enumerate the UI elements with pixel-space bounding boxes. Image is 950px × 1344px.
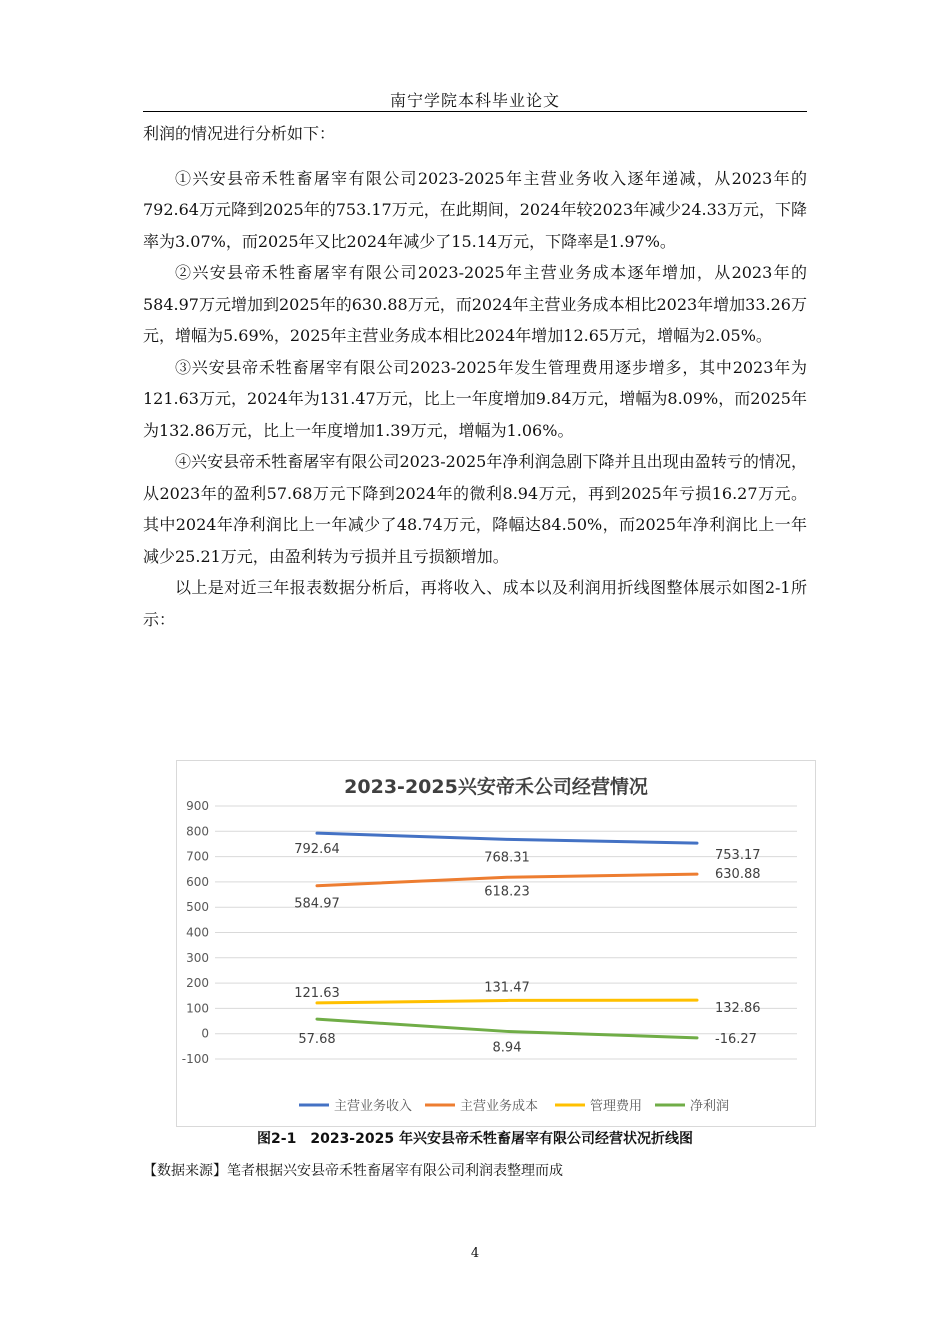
data-label: 57.68 [298, 1032, 336, 1048]
y-axis-ticks [182, 799, 209, 1066]
figure-source: 【数据来源】笔者根据兴安县帝禾牲畜屠宰有限公司利润表整理而成 [143, 1163, 563, 1179]
paragraph-net-profit: ④兴安县帝禾牲畜屠宰有限公司2023-2025年净利润急剧下降并且出现由盈转亏的情况，从2023年的盈利57.68万元下降到2024年的微利8.94万元，再到2025年亏损16.27万元。其中2024年净利润比上一年减少了48.74万元，降幅达84.50%，而2025年净利润比上一年减少25.21万元，由盈利转为亏损并且亏损额增加。 [143, 452, 807, 566]
data-label: 121.63 [294, 985, 340, 1001]
legend [299, 1098, 729, 1114]
y-tick-label: 500 [186, 900, 209, 915]
y-tick-label: 100 [186, 1001, 209, 1016]
y-tick-label: 200 [186, 976, 209, 991]
y-tick-label: 0 [201, 1026, 209, 1041]
paragraph-summary: 以上是对近三年报表数据分析后，再将收入、成本以及利润用折线图整体展示如图2-1所示： [143, 578, 807, 629]
legend-label: 主营业务收入 [334, 1099, 413, 1114]
data-label: -16.27 [715, 1031, 757, 1047]
y-tick-label: 600 [186, 874, 209, 889]
series-line [317, 1000, 697, 1003]
y-tick-label: 400 [186, 925, 209, 940]
line-chart-svg [177, 761, 815, 1126]
legend-label: 净利润 [690, 1099, 730, 1114]
legend-label: 管理费用 [590, 1099, 643, 1114]
data-label: 630.88 [715, 867, 761, 883]
data-label: 618.23 [484, 884, 530, 900]
y-tick-label: 300 [186, 950, 209, 965]
header-rule [143, 111, 807, 112]
paragraph-intro: 利润的情况进行分析如下： [143, 124, 336, 143]
paragraph-revenue: ①兴安县帝禾牲畜屠宰有限公司2023-2025年主营业务收入逐年递减，从2023年的792.64万元降到2025年的753.17万元，在此期间，2024年较2023年减少24.33万元，下降率为3.07%，而2025年又比2024年减少了15.14万元，下降率是1.97%。 [143, 168, 807, 251]
y-tick-label: -100 [181, 1052, 209, 1066]
series-line [317, 1019, 697, 1038]
data-label: 792.64 [294, 842, 340, 858]
page-header-title: 南宁学院本科毕业论文 [389, 91, 560, 110]
paragraph-cost: ②兴安县帝禾牲畜屠宰有限公司2023-2025年主营业务成本逐年增加，从2023年的584.97万元增加到2025年的630.88万元，而2024年主营业务成本相比2023年增加33.26万元，增幅为5.69%，2025年主营业务成本相比2024年增加12.65万元，增幅为2.05%。 [143, 263, 807, 345]
paragraph-admin-expense: ③兴安县帝禾牲畜屠宰有限公司2023-2025年发生管理费用逐步增多，其中2023年为121.63万元，2024年为131.47万元，比上一年度增加9.84万元，增幅为8.09%，而2025年为132.86万元，比上一年度增加1.39万元，增幅为1.06%。 [143, 357, 807, 440]
page-number: 4 [470, 1246, 480, 1261]
data-label: 132.86 [715, 1001, 761, 1017]
data-label: 584.97 [294, 896, 340, 912]
legend-label: 主营业务成本 [460, 1099, 539, 1114]
data-label: 753.17 [715, 848, 761, 864]
y-tick-label: 700 [186, 849, 209, 864]
figure-caption: 图2-1 2023-2025 年兴安县帝禾牲畜屠宰有限公司经营状况折线图 [257, 1131, 693, 1147]
line-chart [176, 760, 816, 1127]
data-label: 131.47 [484, 980, 530, 996]
chart-title: 2023-2025兴安帝禾公司经营情况 [344, 776, 648, 798]
y-tick-label: 900 [186, 799, 209, 813]
data-label: 768.31 [484, 850, 530, 866]
data-label: 8.94 [492, 1040, 522, 1056]
body-text [143, 118, 807, 635]
series-line [317, 833, 697, 843]
y-tick-label: 800 [186, 824, 209, 839]
